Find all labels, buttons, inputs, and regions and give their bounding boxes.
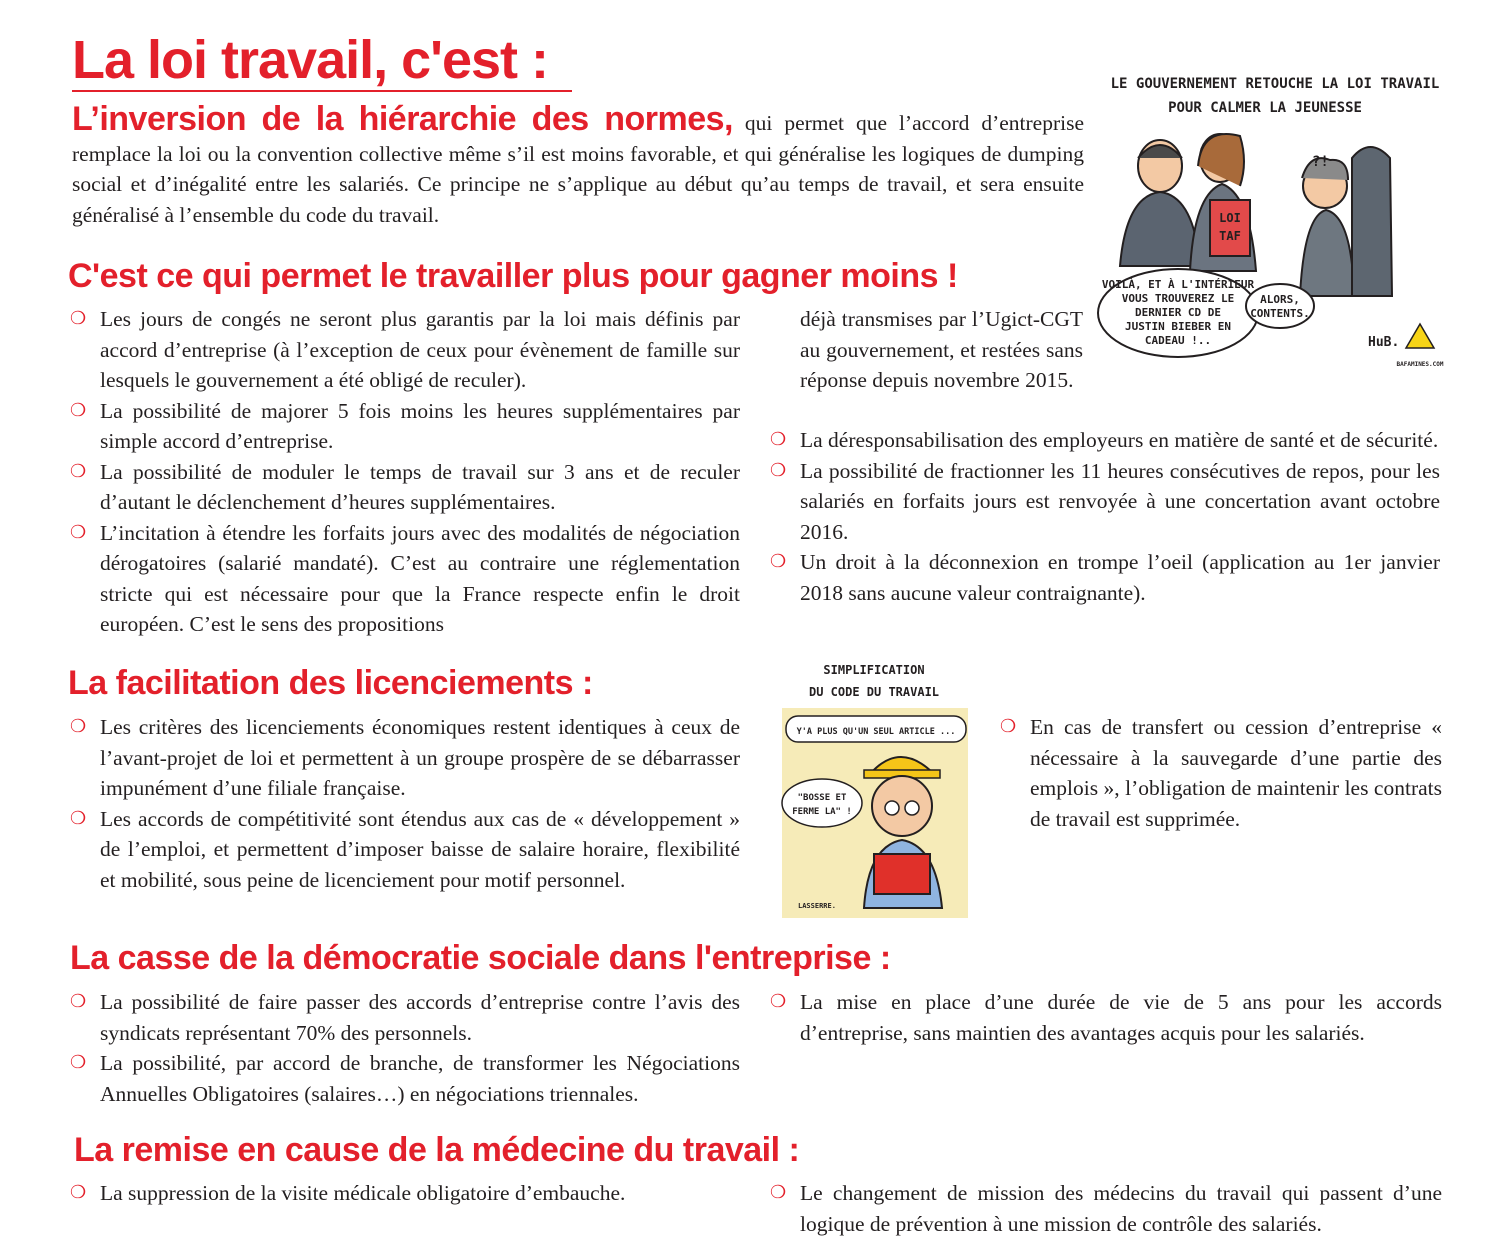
section1-continuation: déjà transmises par l’Ugict-CGT au gouvernement, et restées sans réponse depuis novembre 2015. [800, 307, 1083, 392]
section4-right-list [770, 1178, 1442, 1239]
section1-left-list [70, 304, 740, 640]
section4-heading: La remise en cause de la médecine du travail : [74, 1131, 800, 1169]
list-item: ❍ Un droit à la déconnexion en trompe l’oeil (application au 1er janvier 2018 sans aucune valeur contraignante). [770, 547, 1440, 608]
red-book-icon [874, 854, 930, 894]
svg-text:CADEAU !..: CADEAU !.. [1144, 334, 1212, 347]
speech-bubble-1 [1098, 269, 1258, 357]
section3-left-list [70, 987, 740, 1109]
speech-bubble-article [786, 716, 966, 742]
section4-left-list [70, 1178, 740, 1209]
list-item: ❍ Les critères des licenciements économiques restent identiques à ceux de l’avant-projet de loi et permettent à un groupe prospère de se débarrasser impunément d’une filiale française. [70, 712, 740, 804]
politician-figure [1120, 140, 1200, 266]
page-title: La loi travail, c'est : [72, 30, 549, 90]
cartoon-loi-travail [1090, 66, 1460, 376]
section2-left-list [70, 712, 740, 895]
svg-text:TAF: TAF [1219, 229, 1241, 243]
cartoon2-caption-line2: DU CODE DU TRAVAIL [808, 685, 940, 699]
list-item: ❍ La suppression de la visite médicale obligatoire d’embauche. [70, 1178, 740, 1209]
cartoon1-signature: HuB. [1368, 335, 1400, 350]
list-item: ❍ L’incitation à étendre les forfaits jours avec des modalités de négociation dérogatoires (salarié mandaté). C’est au contraire une réglementation stricte qui est nécessaire pour que la France respecte enfin le droit européen. C’est le sens des propositions [70, 518, 740, 640]
cartoon-simplification [778, 658, 970, 920]
svg-text:JUSTIN BIEBER EN: JUSTIN BIEBER EN [1125, 320, 1231, 333]
svg-text:FERME LA" !: FERME LA" ! [792, 807, 852, 817]
section1-right-list [770, 425, 1440, 608]
speech-bubble-2 [1246, 284, 1314, 328]
speech-bubble-bosse [782, 779, 862, 827]
list-item: ❍ La possibilité, par accord de branche, de transformer les Négociations Annuelles Obligatoires (salaires…) en négociations triennales. [70, 1048, 740, 1109]
section2-right-list [1000, 712, 1442, 834]
bafamines-logo [1397, 324, 1444, 368]
cartoon2-signature: LASSERRE. [798, 902, 836, 910]
list-item: ❍ La possibilité de fractionner les 11 heures consécutives de repos, pour les salariés en forfaits jours est renvoyée à une concertation avant octobre 2016. [770, 456, 1440, 548]
section3-right-list [770, 987, 1442, 1048]
question-mark: ?! [1312, 154, 1329, 170]
list-item: ❍ La possibilité de moduler le temps de travail sur 3 ans et de reculer d’autant le déclenchement d’heures supplémentaires. [70, 457, 740, 518]
cartoon1-caption-line1: LE GOUVERNEMENT RETOUCHE LA LOI TRAVAIL [1110, 76, 1440, 92]
intro-paragraph [72, 100, 1084, 230]
svg-text:BAFAMINES.COM: BAFAMINES.COM [1396, 361, 1444, 368]
svg-text:ALORS,: ALORS, [1260, 293, 1300, 306]
svg-text:LOI: LOI [1219, 211, 1241, 225]
loi-taf-bag [1210, 200, 1250, 256]
section2-heading: La facilitation des licenciements : [68, 664, 593, 702]
svg-text:Y'A PLUS QU'UN SEUL ARTICLE ..: Y'A PLUS QU'UN SEUL ARTICLE ... [796, 727, 956, 737]
intro-heading: L’inversion de la hiérarchie des normes, [72, 100, 733, 138]
intro-text: qui permet que l’accord d’entreprise remplace la loi ou la convention collective même s’il est moins favorable, et qui généralise les logiques de dumping social et d’inégalité entre les salariés. Ce principe ne s’applique au début qu’au temps de travail, et sera ensuite généralisé à l’ensemble du code du travail. [72, 111, 1084, 227]
svg-text:DERNIER CD DE: DERNIER CD DE [1134, 306, 1222, 319]
section3-heading: La casse de la démocratie sociale dans l'entreprise : [70, 939, 891, 977]
svg-text:VOILÀ, ET À L'INTÉRIEUR: VOILÀ, ET À L'INTÉRIEUR [1101, 278, 1255, 291]
svg-text:"BOSSE ET: "BOSSE ET [797, 793, 847, 803]
title-underline [72, 90, 572, 92]
youth-figures [1300, 147, 1392, 296]
section1-heading: C'est ce qui permet le travailler plus pour gagner moins ! [68, 257, 958, 295]
svg-text:VOUS TROUVEREZ LE: VOUS TROUVEREZ LE [1121, 292, 1235, 305]
list-item: ❍ Les jours de congés ne seront plus garantis par la loi mais définis par accord d’entreprise (à l’exception de ceux pour évènement de famille sur lesquels le gouvernement a été obligé de reculer). [70, 304, 740, 396]
cartoon1-caption-line2: POUR CALMER LA JEUNESSE [1168, 100, 1362, 116]
list-item: ❍ La possibilité de faire passer des accords d’entreprise contre l’avis des syndicats représentant 70% des personnels. [70, 987, 740, 1048]
list-item: ❍ En cas de transfert ou cession d’entreprise « nécessaire à la sauvegarde d’une partie des emplois », l’obligation de maintenir les contrats de travail est supprimée. [1000, 712, 1442, 834]
list-item: ❍ La mise en place d’une durée de vie de 5 ans pour les accords d’entreprise, sans maintien des avantages acquis pour les salariés. [770, 987, 1442, 1048]
svg-text:CONTENTS.: CONTENTS. [1250, 307, 1310, 320]
list-item: ❍ La possibilité de majorer 5 fois moins les heures supplémentaires par simple accord d’entreprise. [70, 396, 740, 457]
list-item: ❍ La déresponsabilisation des employeurs en matière de santé et de sécurité. [770, 425, 1440, 456]
list-item: ❍ Les accords de compétitivité sont étendus aux cas de « développement » de l’emploi, et permettent d’imposer baisse de salaire horaire, flexibilité et mobilité, sous peine de licenciement pour motif personnel. [70, 804, 740, 896]
list-item: ❍ Le changement de mission des médecins du travail qui passent d’une logique de prévention à une mission de contrôle des salariés. [770, 1178, 1442, 1239]
cartoon2-caption-line1: SIMPLIFICATION [823, 663, 925, 677]
